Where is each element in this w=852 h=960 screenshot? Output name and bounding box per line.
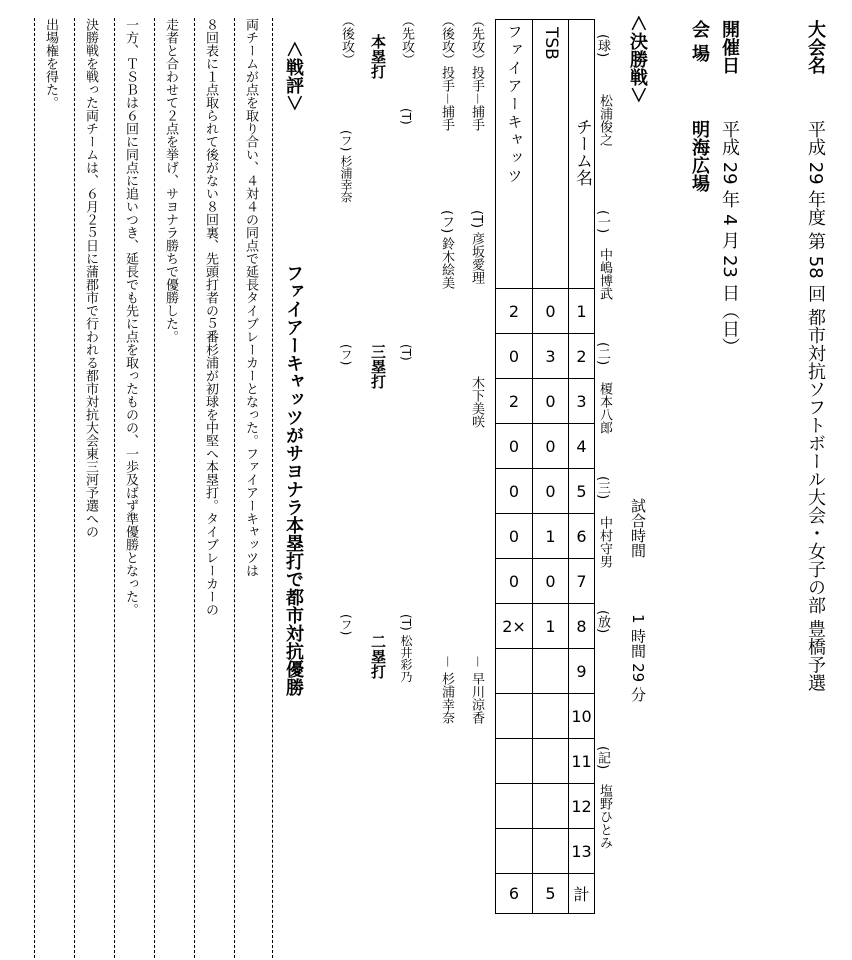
score-cell: 0 — [496, 469, 533, 514]
hits-second-label: （後攻） — [339, 14, 354, 66]
date-value: 平成 29 年 4 月 23 日（日） — [719, 120, 740, 356]
venue-value: 明海広場 — [689, 120, 710, 192]
first-batter-label: （先攻）投手－捕手 — [469, 14, 484, 132]
umpire-name-third: 中村守男 — [597, 516, 612, 568]
second-pitcher-2: － 杉浦幸奈 — [439, 655, 454, 725]
homerun-label: 本塁打 — [369, 34, 387, 79]
commentary-line: 一方、ＴＳＢは６回に同点に追いつき、延長でも先に点を取ったものの、一歩及ばず準優勝となった。 — [123, 18, 138, 616]
second-batter-label: （後攻）投手－捕手 — [439, 14, 454, 132]
first-pitcher-2: 木下美咲 — [469, 376, 484, 428]
hits-second-triple: (フ) — [339, 344, 353, 366]
hits-first-hr: (T) — [399, 108, 413, 125]
umpire-role-third: (三) — [595, 476, 610, 500]
first-pitcher: (T) 彦坂愛理 — [469, 210, 484, 285]
divider — [272, 18, 273, 958]
total-cell: 6 — [496, 874, 533, 914]
divider — [114, 18, 115, 958]
inning-label: 11 — [569, 739, 595, 784]
score-cell — [496, 694, 533, 739]
hits-first-double: (T) 松井彩乃 — [399, 614, 413, 683]
total-cell: 5 — [533, 874, 569, 914]
score-cell — [533, 784, 569, 829]
inning-label: 6 — [569, 514, 595, 559]
umpire-name-first: 中嶋博武 — [597, 248, 612, 300]
umpire-name-second: 榎本八郎 — [597, 382, 612, 434]
tournament-name: 平成 29 年度 第 58 回 都市対抗ソフトボール大会・女子の部 豊橋予選 — [805, 120, 826, 692]
date-label: 開催日 — [719, 20, 740, 74]
inning-label: 5 — [569, 469, 595, 514]
divider — [194, 18, 195, 958]
commentary-line: 両チームが点を取り合い、４対４の同点で延長タイブレーカーとなった。ファイアーキャッツは — [243, 18, 258, 577]
divider — [154, 18, 155, 958]
umpire-role-second: (二) — [595, 342, 610, 366]
score-cell: 2 — [496, 289, 533, 334]
scoreboard — [495, 19, 591, 913]
score-cell — [496, 649, 533, 694]
umpire-name-plate: 松浦俊之 — [597, 94, 612, 146]
scorer-name: 塩野ひとみ — [597, 784, 612, 849]
inning-label: 9 — [569, 649, 595, 694]
inning-label: 2 — [569, 334, 595, 379]
divider — [34, 18, 35, 958]
commentary-headline: ファイアーキャッツがサヨナラ本塁打で都市対抗優勝 — [283, 264, 304, 696]
game-time-label: 試合時間 — [629, 498, 647, 558]
team-col-header — [569, 20, 595, 289]
scorer-role: (記) — [595, 746, 610, 770]
team-name-firecats: ファイアーキャッツ — [505, 24, 524, 186]
inning-label: 8 — [569, 604, 595, 649]
commentary-line: 走者と合わせて２点を挙げ、サヨナラ勝ちで優勝した。 — [163, 18, 178, 343]
score-cell: 2 — [496, 379, 533, 424]
first-catcher: － 早川涼香 — [469, 655, 484, 725]
second-pitcher: (フ) 鈴木絵美 — [439, 210, 454, 290]
inning-label: 1 — [569, 289, 595, 334]
score-cell — [533, 694, 569, 739]
score-cell — [496, 739, 533, 784]
score-cell: 0 — [533, 379, 569, 424]
score-cell — [533, 649, 569, 694]
hits-first-triple: (T) — [399, 344, 413, 361]
divider — [234, 18, 235, 958]
score-cell: 3 — [533, 334, 569, 379]
triple-label: 三塁打 — [369, 344, 387, 389]
inning-label: 13 — [569, 829, 595, 874]
hits-second-double: (フ) — [339, 614, 353, 636]
team-name-cell — [533, 20, 569, 289]
total-label: 計 — [569, 874, 595, 914]
score-cell — [496, 829, 533, 874]
score-cell: 0 — [496, 514, 533, 559]
hits-second-hr: (フ) 杉浦幸奈 — [339, 130, 353, 204]
score-cell — [496, 784, 533, 829]
score-cell: 0 — [533, 559, 569, 604]
score-cell: 0 — [496, 559, 533, 604]
inning-label: 4 — [569, 424, 595, 469]
score-cell: 0 — [533, 289, 569, 334]
score-cell: 0 — [533, 424, 569, 469]
score-cell — [533, 739, 569, 784]
inning-label: 7 — [569, 559, 595, 604]
score-cell: 1 — [533, 604, 569, 649]
score-cell: 2× — [496, 604, 533, 649]
umpire-role-first: (一) — [595, 210, 610, 234]
commentary-heading: ＜戦評＞ — [283, 40, 304, 112]
game-time-value: 1 時間 29 分 — [629, 614, 647, 702]
commentary-line: 決勝戦を戦った両チームは、６月２５日に蒲郡市で行われる都市対抗大会東三河予選への — [83, 18, 98, 538]
commentary-line: 出場権を得た。 — [43, 18, 58, 109]
divider — [74, 18, 75, 958]
score-cell — [533, 829, 569, 874]
score-cell: 0 — [496, 424, 533, 469]
score-cell: 0 — [533, 469, 569, 514]
team-col-label: チーム名 — [572, 118, 592, 186]
tournament-label: 大会名 — [805, 20, 826, 74]
inning-label: 12 — [569, 784, 595, 829]
inning-label: 10 — [569, 694, 595, 739]
hits-first-label: （先攻） — [399, 14, 414, 66]
final-heading: ＜決勝戦＞ — [627, 14, 648, 104]
score-cell: 0 — [496, 334, 533, 379]
double-label: 二塁打 — [369, 634, 387, 679]
team-name-tsb: TSB — [541, 27, 561, 60]
score-cell: 1 — [533, 514, 569, 559]
umpire-role-plate: (球) — [595, 34, 610, 58]
broadcast-role: (放) — [595, 610, 610, 634]
team-name-cell — [496, 20, 533, 289]
inning-label: 3 — [569, 379, 595, 424]
venue-label: 会 場 — [689, 20, 710, 63]
commentary-line: ８回表に１点取られて後がない８回裏、先頭打者の５番杉浦が初球を中堅へ本塁打。タイブレーカーの — [203, 18, 218, 616]
